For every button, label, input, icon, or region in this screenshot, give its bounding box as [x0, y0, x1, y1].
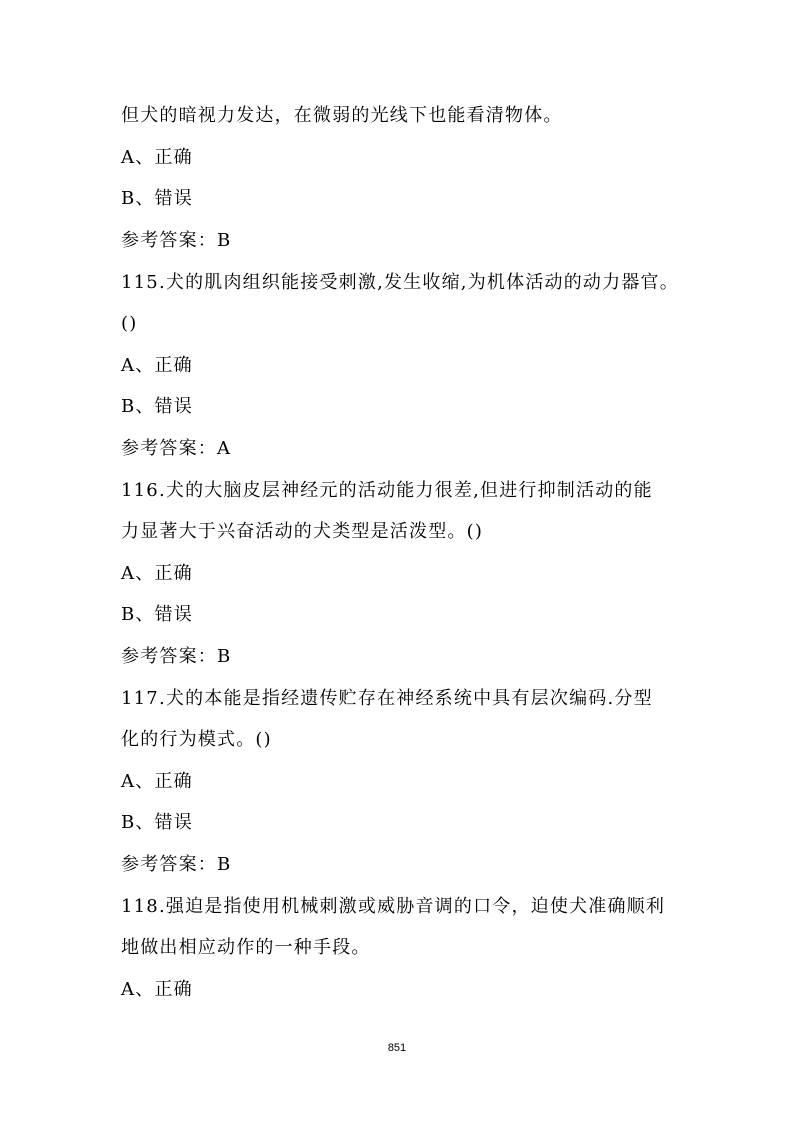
option-a: A、正确 — [121, 563, 193, 584]
answer-114: 参考答案：B — [121, 230, 232, 251]
question-118-text: 118.强迫是指使用机械刺激或威胁音调的口令，迫使犬准确顺利 — [121, 896, 666, 917]
option-a: A、正确 — [121, 979, 193, 1000]
option-a: A、正确 — [121, 147, 193, 168]
option-b: B、错误 — [121, 604, 194, 625]
option-b: B、错误 — [121, 188, 194, 209]
question-116-text: 116.犬的大脑皮层神经元的活动能力很差,但进行抑制活动的能 — [121, 480, 653, 501]
option-a: A、正确 — [121, 355, 193, 376]
question-116-continuation: 力显著大于兴奋活动的犬类型是活泼型。() — [121, 521, 484, 542]
answer-117: 参考答案：B — [121, 854, 232, 875]
option-a: A、正确 — [121, 771, 193, 792]
question-117-continuation: 化的行为模式。() — [121, 729, 272, 750]
page-number: 851 — [387, 1042, 407, 1054]
question-114-continuation: 但犬的暗视力发达，在微弱的光线下也能看清物体。 — [121, 105, 563, 126]
answer-115: 参考答案：A — [121, 438, 232, 459]
question-118-continuation: 地做出相应动作的一种手段。 — [121, 937, 371, 958]
option-b: B、错误 — [121, 812, 194, 833]
question-117-text: 117.犬的本能是指经遗传贮存在神经系统中具有层次编码.分型 — [121, 688, 653, 709]
option-b: B、错误 — [121, 396, 194, 417]
question-115-text: 115.犬的肌肉组织能接受刺激,发生收缩,为机体活动的动力器官。 — [121, 272, 679, 293]
answer-116: 参考答案：B — [121, 646, 232, 667]
question-115-blank: () — [121, 313, 138, 334]
